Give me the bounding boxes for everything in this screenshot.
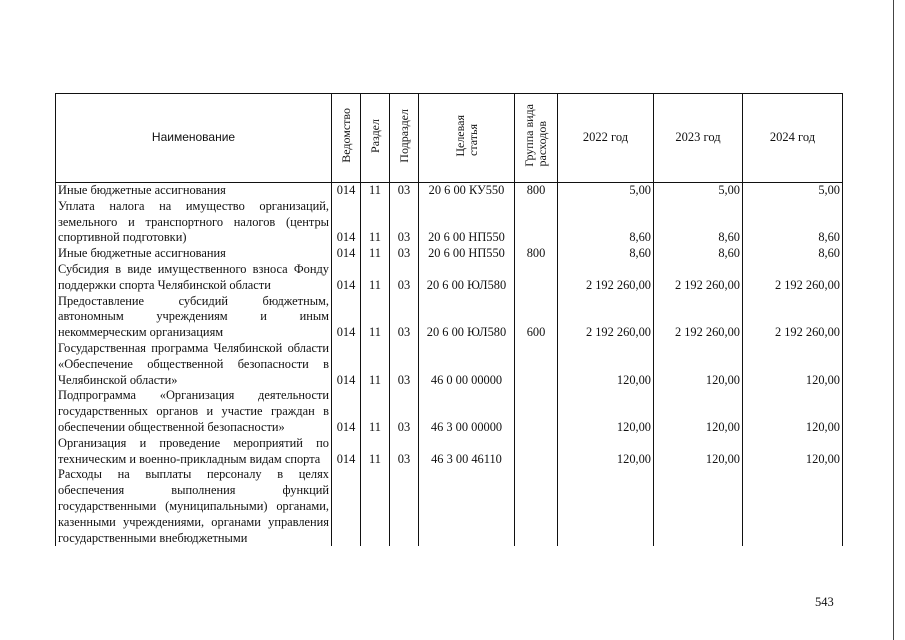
row-value-2022: 120,00: [558, 341, 654, 388]
row-name: Государственная программа Челябинской области «Обеспечение общественной безопасности в Челябинской области»: [56, 341, 332, 388]
row-target-article: 46 0 00 00000: [419, 341, 515, 388]
row-value-2022: 5,00: [558, 183, 654, 199]
row-value-2022: 2 192 260,00: [558, 262, 654, 294]
row-value-2022: 8,60: [558, 246, 654, 262]
table-row: [56, 294, 843, 341]
header-podrazdel: Подраздел: [390, 94, 419, 183]
header-target-article: Целеваястатья: [419, 94, 515, 183]
row-razdel: 11: [361, 183, 390, 199]
row-expense-group: 800: [515, 246, 558, 262]
row-value-2023: 2 192 260,00: [654, 294, 743, 341]
row-podrazdel: [390, 467, 419, 546]
row-razdel: 11: [361, 294, 390, 341]
table-row: [56, 467, 843, 546]
row-value-2024: [743, 467, 843, 546]
row-value-2024: 120,00: [743, 436, 843, 468]
row-podrazdel: 03: [390, 341, 419, 388]
row-razdel: 11: [361, 199, 390, 246]
table-row: [56, 183, 843, 199]
row-value-2024: 5,00: [743, 183, 843, 199]
row-value-2023: 120,00: [654, 388, 743, 435]
row-razdel: [361, 467, 390, 546]
row-expense-group: [515, 199, 558, 246]
header-razdel: Раздел: [361, 94, 390, 183]
row-value-2022: 120,00: [558, 388, 654, 435]
row-vedomstvo: 014: [332, 294, 361, 341]
row-target-article: 20 6 00 КУ550: [419, 183, 515, 199]
row-expense-group: [515, 388, 558, 435]
row-value-2022: [558, 467, 654, 546]
row-expense-group: [515, 262, 558, 294]
row-target-article: 20 6 00 ЮЛ580: [419, 262, 515, 294]
row-name: Иные бюджетные ассигнования: [56, 246, 332, 262]
row-value-2024: 8,60: [743, 246, 843, 262]
row-value-2023: 8,60: [654, 199, 743, 246]
row-value-2022: 8,60: [558, 199, 654, 246]
row-value-2023: [654, 467, 743, 546]
page-edge-line: [893, 0, 894, 640]
row-value-2024: 2 192 260,00: [743, 294, 843, 341]
row-value-2024: 120,00: [743, 341, 843, 388]
row-value-2024: 8,60: [743, 199, 843, 246]
row-razdel: 11: [361, 388, 390, 435]
row-target-article: [419, 467, 515, 546]
row-name: Иные бюджетные ассигнования: [56, 183, 332, 199]
table-row: [56, 341, 843, 388]
row-podrazdel: 03: [390, 294, 419, 341]
row-name: Уплата налога на имущество организаций, земельного и транспортного налогов (центры спортивной подготовки): [56, 199, 332, 246]
row-target-article: 46 3 00 46110: [419, 436, 515, 468]
row-name: Подпрограмма «Организация деятельности государственных органов и участие граждан в обеспечении общественной безопасности»: [56, 388, 332, 435]
row-vedomstvo: 014: [332, 262, 361, 294]
row-value-2023: 5,00: [654, 183, 743, 199]
row-value-2023: 2 192 260,00: [654, 262, 743, 294]
header-row: [56, 94, 843, 183]
row-vedomstvo: 014: [332, 183, 361, 199]
header-expense-group: Группа видарасходов: [515, 94, 558, 183]
table-row: [56, 436, 843, 468]
row-value-2024: 2 192 260,00: [743, 262, 843, 294]
row-razdel: 11: [361, 436, 390, 468]
row-podrazdel: 03: [390, 199, 419, 246]
row-expense-group: [515, 341, 558, 388]
row-vedomstvo: [332, 467, 361, 546]
row-podrazdel: 03: [390, 388, 419, 435]
row-razdel: 11: [361, 341, 390, 388]
row-vedomstvo: 014: [332, 388, 361, 435]
row-expense-group: 600: [515, 294, 558, 341]
row-value-2024: 120,00: [743, 388, 843, 435]
row-value-2023: 120,00: [654, 436, 743, 468]
row-vedomstvo: 014: [332, 246, 361, 262]
header-vedomstvo: Ведомство: [332, 94, 361, 183]
table-row: [56, 199, 843, 246]
row-value-2022: 2 192 260,00: [558, 294, 654, 341]
row-name: Субсидия в виде имущественного взноса Фонду поддержки спорта Челябинской области: [56, 262, 332, 294]
table-row: [56, 388, 843, 435]
row-vedomstvo: 014: [332, 199, 361, 246]
row-name: Расходы на выплаты персоналу в целях обеспечения выполнения функций государственными (муниципальными) органами, казенными учреждениями, органами управления государственными внебюджетными: [56, 467, 332, 546]
row-razdel: 11: [361, 246, 390, 262]
row-value-2022: 120,00: [558, 436, 654, 468]
row-expense-group: [515, 436, 558, 468]
row-vedomstvo: 014: [332, 436, 361, 468]
header-2024: 2024 год: [743, 94, 843, 183]
header-name: Наименование: [56, 94, 332, 183]
row-podrazdel: 03: [390, 246, 419, 262]
row-podrazdel: 03: [390, 262, 419, 294]
row-name: Организация и проведение мероприятий по техническим и военно-прикладным видам спорта: [56, 436, 332, 468]
table-row: [56, 262, 843, 294]
row-podrazdel: 03: [390, 436, 419, 468]
row-podrazdel: 03: [390, 183, 419, 199]
row-expense-group: 800: [515, 183, 558, 199]
header-2023: 2023 год: [654, 94, 743, 183]
page-number: 543: [815, 595, 834, 609]
header-2022: 2022 год: [558, 94, 654, 183]
row-razdel: 11: [361, 262, 390, 294]
row-expense-group: [515, 467, 558, 546]
row-value-2023: 120,00: [654, 341, 743, 388]
row-value-2023: 8,60: [654, 246, 743, 262]
row-target-article: 20 6 00 НП550: [419, 199, 515, 246]
row-target-article: 20 6 00 ЮЛ580: [419, 294, 515, 341]
row-target-article: 20 6 00 НП550: [419, 246, 515, 262]
row-target-article: 46 3 00 00000: [419, 388, 515, 435]
budget-table: [55, 93, 843, 546]
row-name: Предоставление субсидий бюджетным, автономным учреждениям и иным некоммерческим организациям: [56, 294, 332, 341]
row-vedomstvo: 014: [332, 341, 361, 388]
table-row: [56, 246, 843, 262]
